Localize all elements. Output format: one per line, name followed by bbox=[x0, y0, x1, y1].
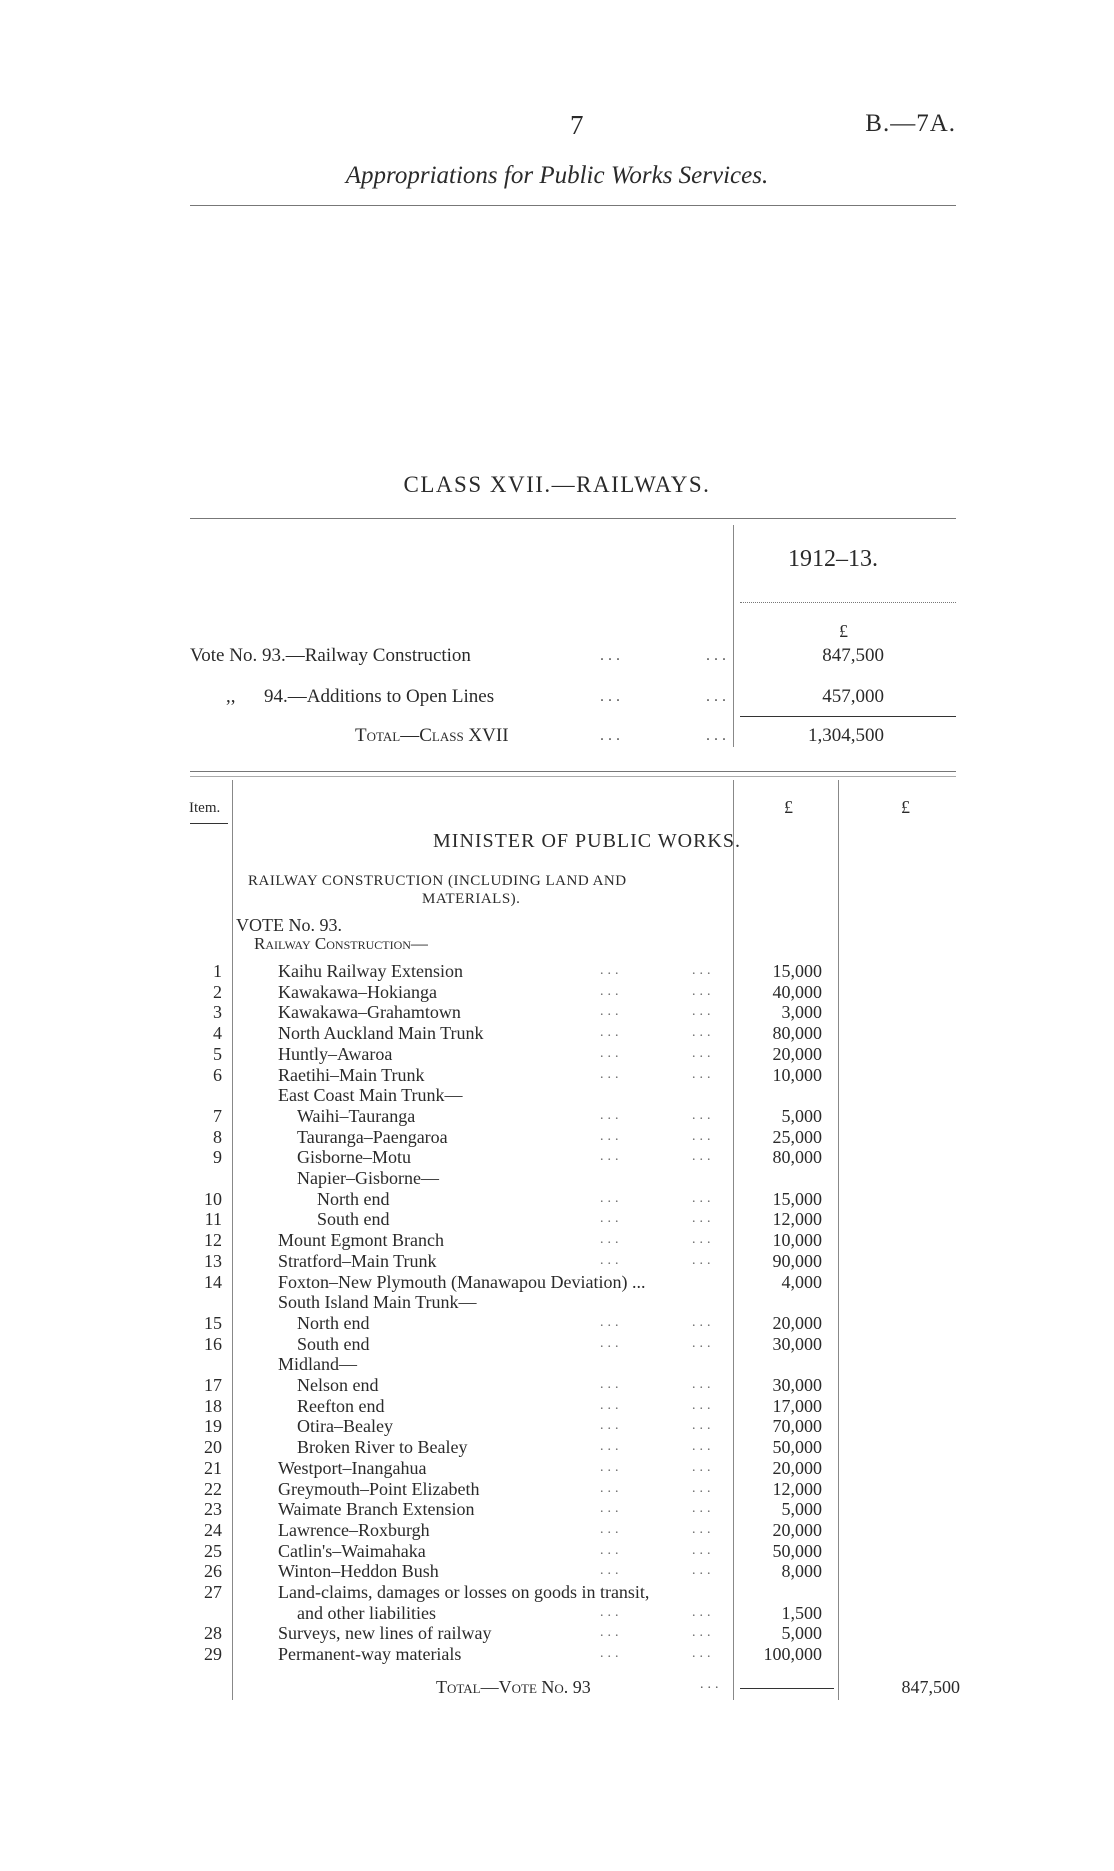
leader-dots: ... bbox=[600, 1315, 623, 1330]
summary-currency: £ bbox=[839, 621, 848, 641]
minister-heading: MINISTER OF PUBLIC WORKS. bbox=[433, 830, 741, 852]
leader-dots: ... bbox=[692, 984, 715, 999]
item-label: Waimate Branch Extension bbox=[278, 1499, 475, 1519]
leader-dots: ... bbox=[692, 1046, 715, 1061]
leader-dots: ... bbox=[600, 1543, 623, 1558]
item-number: 3 bbox=[213, 1002, 222, 1022]
item-label: Midland— bbox=[278, 1354, 357, 1374]
item-label: Kawakawa–Hokianga bbox=[278, 982, 437, 1002]
item-number: 19 bbox=[204, 1416, 222, 1436]
item-number: 24 bbox=[204, 1520, 222, 1540]
leader-dots: ... bbox=[692, 1563, 715, 1578]
item-number: 10 bbox=[204, 1189, 222, 1209]
item-number: 11 bbox=[204, 1209, 222, 1229]
item-number: 28 bbox=[204, 1623, 222, 1643]
item-amount: 10,000 bbox=[772, 1065, 822, 1085]
item-number: 9 bbox=[213, 1147, 222, 1167]
item-amount: 50,000 bbox=[772, 1541, 822, 1561]
item-amount: 15,000 bbox=[772, 1189, 822, 1209]
amount-column-currency: £ bbox=[784, 797, 793, 817]
item-label: North Auckland Main Trunk bbox=[278, 1023, 484, 1043]
table-row bbox=[0, 1023, 1114, 1043]
item-amount: 3,000 bbox=[781, 1002, 822, 1022]
leader-dots: ... bbox=[692, 1605, 715, 1620]
leader-dots: ... bbox=[692, 1025, 715, 1040]
leader-dots: ... bbox=[600, 1522, 623, 1537]
leader-dots: ... bbox=[692, 1336, 715, 1351]
leader-dots: ... bbox=[600, 647, 624, 664]
item-amount: 20,000 bbox=[772, 1044, 822, 1064]
item-number: 14 bbox=[204, 1272, 222, 1292]
vote-label: VOTE No. 93. bbox=[236, 915, 342, 935]
table-row bbox=[0, 1561, 1114, 1581]
leader-dots: ... bbox=[600, 1605, 623, 1620]
item-label: Reefton end bbox=[297, 1396, 385, 1416]
table-row bbox=[0, 1375, 1114, 1395]
item-amount: 40,000 bbox=[772, 982, 822, 1002]
leader-dots: ... bbox=[600, 1418, 623, 1433]
item-number: 1 bbox=[213, 961, 222, 981]
item-number: 21 bbox=[204, 1458, 222, 1478]
leader-dots: ... bbox=[600, 984, 623, 999]
item-number: 6 bbox=[213, 1065, 222, 1085]
leader-dots: ... bbox=[600, 1336, 623, 1351]
leader-dots: ... bbox=[600, 1191, 623, 1206]
item-number: 13 bbox=[204, 1251, 222, 1271]
summary-total-amount: 1,304,500 bbox=[808, 725, 884, 746]
item-number: 12 bbox=[204, 1230, 222, 1250]
leader-dots: ... bbox=[600, 1646, 623, 1661]
leader-dots: ... bbox=[692, 1543, 715, 1558]
item-amount: 50,000 bbox=[772, 1437, 822, 1457]
item-amount: 90,000 bbox=[772, 1251, 822, 1271]
item-label: Land-claims, damages or losses on goods in transit, bbox=[278, 1582, 650, 1602]
item-number: 27 bbox=[204, 1582, 222, 1602]
leader-dots: ... bbox=[700, 1677, 723, 1692]
item-number: 23 bbox=[204, 1499, 222, 1519]
item-label: North end bbox=[317, 1189, 390, 1209]
item-amount: 17,000 bbox=[772, 1396, 822, 1416]
item-label: Westport–Inangahua bbox=[278, 1458, 427, 1478]
leader-dots: ... bbox=[692, 1646, 715, 1661]
total-vote-amount: 847,500 bbox=[901, 1677, 960, 1697]
leader-dots: ... bbox=[600, 1563, 623, 1578]
summary-total-rule bbox=[740, 716, 956, 717]
leader-dots: ... bbox=[692, 1232, 715, 1247]
section-heading-line2: MATERIALS). bbox=[422, 891, 521, 907]
item-header-rule bbox=[190, 823, 228, 824]
table-row bbox=[0, 1065, 1114, 1085]
table-row bbox=[0, 1230, 1114, 1250]
item-number: 16 bbox=[204, 1334, 222, 1354]
item-number: 15 bbox=[204, 1313, 222, 1333]
leader-dots: ... bbox=[692, 1501, 715, 1516]
running-title: Appropriations for Public Works Services. bbox=[345, 162, 769, 189]
item-number: 26 bbox=[204, 1561, 222, 1581]
leader-dots: ... bbox=[692, 963, 715, 978]
leader-dots: ... bbox=[692, 1004, 715, 1019]
leader-dots: ... bbox=[706, 727, 730, 744]
item-amount: 20,000 bbox=[772, 1313, 822, 1333]
item-amount: 5,000 bbox=[781, 1623, 822, 1643]
summary-total-label: Total—Class XVII bbox=[355, 725, 509, 746]
item-number: 17 bbox=[204, 1375, 222, 1395]
item-amount: 1,500 bbox=[781, 1603, 822, 1623]
item-amount: 5,000 bbox=[781, 1106, 822, 1126]
item-label: and other liabilities bbox=[297, 1603, 436, 1623]
leader-dots: ... bbox=[692, 1129, 715, 1144]
table-row bbox=[0, 1644, 1114, 1664]
item-amount: 12,000 bbox=[772, 1479, 822, 1499]
leader-dots: ... bbox=[692, 1481, 715, 1496]
item-number: 22 bbox=[204, 1479, 222, 1499]
leader-dots: ... bbox=[600, 1232, 623, 1247]
table-row bbox=[0, 1541, 1114, 1561]
item-label: South Island Main Trunk— bbox=[278, 1292, 477, 1312]
item-label: Tauranga–Paengaroa bbox=[297, 1127, 448, 1147]
item-amount: 25,000 bbox=[772, 1127, 822, 1147]
table-row bbox=[0, 1251, 1114, 1271]
item-number: 29 bbox=[204, 1644, 222, 1664]
leader-dots: ... bbox=[706, 647, 730, 664]
item-label: Nelson end bbox=[297, 1375, 379, 1395]
item-number: 2 bbox=[213, 982, 222, 1002]
item-number: 8 bbox=[213, 1127, 222, 1147]
item-label: Permanent-way materials bbox=[278, 1644, 462, 1664]
item-amount: 8,000 bbox=[781, 1561, 822, 1581]
item-label: Greymouth–Point Elizabeth bbox=[278, 1479, 480, 1499]
leader-dots: ... bbox=[600, 1625, 623, 1640]
leader-dots: ... bbox=[692, 1418, 715, 1433]
item-amount: 4,000 bbox=[781, 1272, 822, 1292]
leader-dots: ... bbox=[600, 1108, 623, 1123]
table-row bbox=[0, 1479, 1114, 1499]
item-label: Huntly–Awaroa bbox=[278, 1044, 393, 1064]
table-row bbox=[0, 1437, 1114, 1457]
item-amount: 20,000 bbox=[772, 1458, 822, 1478]
detail-top-rule-inner bbox=[190, 776, 956, 777]
table-row bbox=[0, 1272, 1114, 1292]
summary-row-amount: 457,000 bbox=[822, 686, 884, 707]
item-number: 4 bbox=[213, 1023, 222, 1043]
table-row bbox=[0, 1127, 1114, 1147]
table-row bbox=[0, 1292, 1114, 1312]
item-label: North end bbox=[297, 1313, 370, 1333]
item-label: Foxton–New Plymouth (Manawapou Deviation) ... bbox=[278, 1272, 646, 1292]
leader-dots: ... bbox=[600, 727, 624, 744]
leader-dots: ... bbox=[600, 1481, 623, 1496]
leader-dots: ... bbox=[600, 1439, 623, 1454]
leader-dots: ... bbox=[600, 1046, 623, 1061]
table-row bbox=[0, 1458, 1114, 1478]
document-reference: B.—7A. bbox=[865, 110, 956, 137]
item-label: Napier–Gisborne— bbox=[297, 1168, 439, 1188]
leader-dots: ... bbox=[692, 1398, 715, 1413]
leader-dots: ... bbox=[692, 1191, 715, 1206]
leader-dots: ... bbox=[692, 1439, 715, 1454]
item-label: Kawakawa–Grahamtown bbox=[278, 1002, 461, 1022]
leader-dots: ... bbox=[692, 1108, 715, 1123]
leader-dots: ... bbox=[600, 1398, 623, 1413]
item-number: 18 bbox=[204, 1396, 222, 1416]
table-row bbox=[0, 1334, 1114, 1354]
item-label: Catlin's–Waimahaka bbox=[278, 1541, 426, 1561]
section-heading-line1: RAILWAY CONSTRUCTION (INCLUDING LAND AND bbox=[248, 873, 627, 889]
table-row bbox=[0, 1147, 1114, 1167]
page-number: 7 bbox=[570, 110, 584, 140]
item-label: Stratford–Main Trunk bbox=[278, 1251, 437, 1271]
table-row bbox=[0, 1354, 1114, 1374]
item-amount: 30,000 bbox=[772, 1375, 822, 1395]
leader-dots: ... bbox=[692, 1522, 715, 1537]
table-row bbox=[0, 961, 1114, 981]
item-amount: 12,000 bbox=[772, 1209, 822, 1229]
table-row bbox=[0, 1189, 1114, 1209]
summary-row-label: Vote No. 93.—Railway Construction bbox=[190, 645, 471, 666]
item-label: Broken River to Bealey bbox=[297, 1437, 468, 1457]
leader-dots: ... bbox=[692, 1625, 715, 1640]
item-label: Mount Egmont Branch bbox=[278, 1230, 444, 1250]
item-amount: 70,000 bbox=[772, 1416, 822, 1436]
summary-column-divider bbox=[733, 525, 734, 747]
leader-dots: ... bbox=[692, 1460, 715, 1475]
item-amount: 30,000 bbox=[772, 1334, 822, 1354]
leader-dots: ... bbox=[600, 1211, 623, 1226]
table-row bbox=[0, 1416, 1114, 1436]
leader-dots: ... bbox=[600, 1129, 623, 1144]
table-row bbox=[0, 1085, 1114, 1105]
table-row bbox=[0, 1209, 1114, 1229]
class-heading-rule bbox=[190, 518, 956, 519]
leader-dots: ... bbox=[600, 963, 623, 978]
item-amount: 5,000 bbox=[781, 1499, 822, 1519]
header-rule bbox=[190, 205, 956, 206]
class-heading: CLASS XVII.—RAILWAYS. bbox=[403, 472, 711, 497]
leader-dots: ... bbox=[692, 1315, 715, 1330]
leader-dots: ... bbox=[600, 1149, 623, 1164]
table-row bbox=[0, 1396, 1114, 1416]
item-number: 5 bbox=[213, 1044, 222, 1064]
item-label: East Coast Main Trunk— bbox=[278, 1085, 463, 1105]
leader-dots: ... bbox=[692, 1149, 715, 1164]
table-row bbox=[0, 1520, 1114, 1540]
item-number: 7 bbox=[213, 1106, 222, 1126]
leader-dots: ... bbox=[600, 1460, 623, 1475]
table-row bbox=[0, 1313, 1114, 1333]
table-row bbox=[0, 1623, 1114, 1643]
item-amount: 80,000 bbox=[772, 1147, 822, 1167]
item-label: South end bbox=[297, 1334, 370, 1354]
item-label: Gisborne–Motu bbox=[297, 1147, 411, 1167]
item-label: Surveys, new lines of railway bbox=[278, 1623, 492, 1643]
leader-dots: ... bbox=[706, 688, 730, 705]
leader-dots: ... bbox=[600, 1253, 623, 1268]
leader-dots: ... bbox=[600, 1377, 623, 1392]
item-amount: 80,000 bbox=[772, 1023, 822, 1043]
leader-dots: ... bbox=[692, 1253, 715, 1268]
table-row bbox=[0, 1582, 1114, 1602]
leader-dots: ... bbox=[692, 1067, 715, 1082]
leader-dots: ... bbox=[692, 1211, 715, 1226]
total-vote-rule bbox=[740, 1688, 834, 1689]
summary-year: 1912–13. bbox=[788, 546, 878, 572]
table-row bbox=[0, 1168, 1114, 1188]
table-row bbox=[0, 1044, 1114, 1064]
total-vote-label: Total—Vote No. 93 bbox=[436, 1677, 591, 1697]
item-column-header: Item. bbox=[189, 800, 221, 816]
subheading: Railway Construction— bbox=[254, 934, 428, 953]
item-label: Kaihu Railway Extension bbox=[278, 961, 463, 981]
summary-row-label: ,, 94.—Additions to Open Lines bbox=[226, 686, 495, 707]
leader-dots: ... bbox=[600, 1025, 623, 1040]
item-label: Lawrence–Roxburgh bbox=[278, 1520, 430, 1540]
summary-year-rule bbox=[740, 602, 956, 603]
item-amount: 20,000 bbox=[772, 1520, 822, 1540]
item-number: 25 bbox=[204, 1541, 222, 1561]
item-label: Winton–Heddon Bush bbox=[278, 1561, 439, 1581]
table-row bbox=[0, 1603, 1114, 1623]
total-column-currency: £ bbox=[901, 797, 910, 817]
item-amount: 100,000 bbox=[763, 1644, 822, 1664]
leader-dots: ... bbox=[600, 688, 624, 705]
table-row bbox=[0, 1002, 1114, 1022]
table-row bbox=[0, 982, 1114, 1002]
item-label: Otira–Bealey bbox=[297, 1416, 393, 1436]
leader-dots: ... bbox=[600, 1501, 623, 1516]
table-row bbox=[0, 1499, 1114, 1519]
item-label: Raetihi–Main Trunk bbox=[278, 1065, 425, 1085]
item-amount: 15,000 bbox=[772, 961, 822, 981]
item-number: 20 bbox=[204, 1437, 222, 1457]
item-amount: 10,000 bbox=[772, 1230, 822, 1250]
table-row bbox=[0, 1106, 1114, 1126]
summary-row-amount: 847,500 bbox=[822, 645, 884, 666]
leader-dots: ... bbox=[600, 1067, 623, 1082]
leader-dots: ... bbox=[600, 1004, 623, 1019]
item-label: South end bbox=[317, 1209, 390, 1229]
detail-top-rule bbox=[190, 771, 956, 772]
item-label: Waihi–Tauranga bbox=[297, 1106, 416, 1126]
leader-dots: ... bbox=[692, 1377, 715, 1392]
